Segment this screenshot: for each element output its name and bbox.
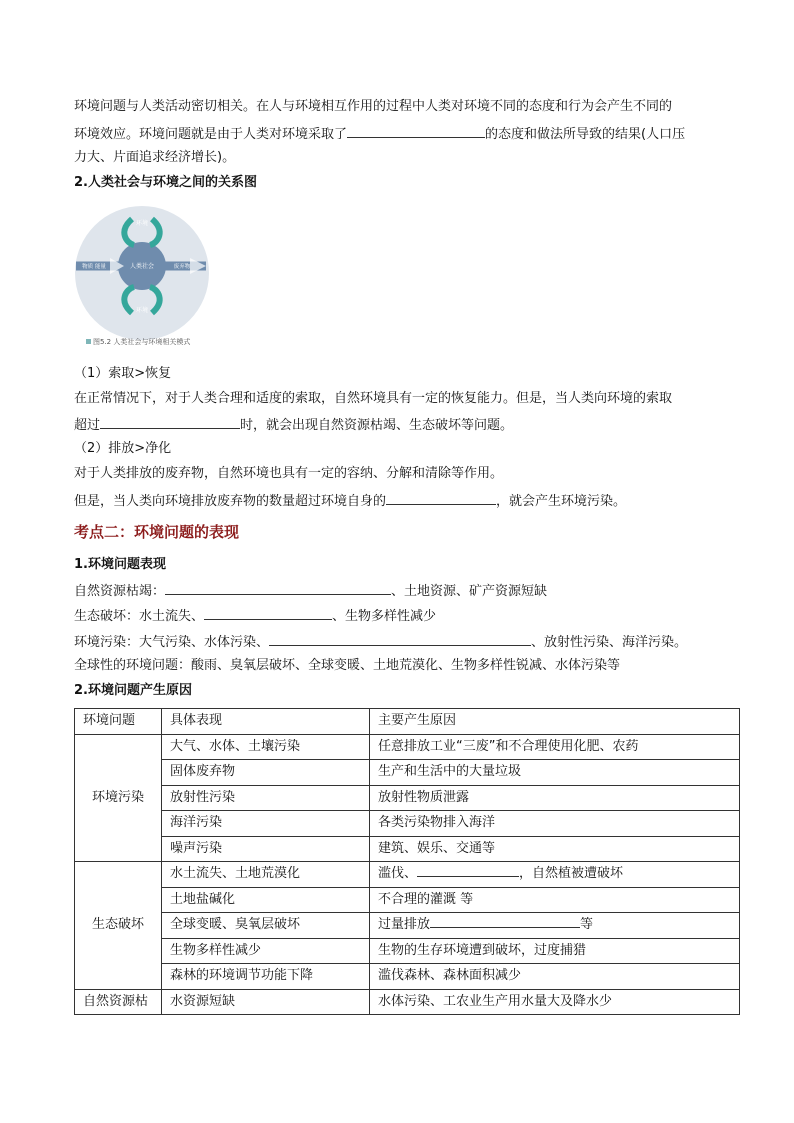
blank-deforest[interactable]: [417, 862, 519, 877]
relationship-diagram: [74, 205, 210, 341]
table-cell-text: ，自然植被遭破坏: [519, 866, 624, 882]
manifest-row-3a: 环境污染：大气污染、水体污染、: [74, 635, 270, 650]
blank-ecology[interactable]: [204, 605, 332, 620]
table-cell: [370, 913, 740, 939]
blank-pollution[interactable]: [269, 631, 531, 646]
table-cell: 水体污染、工农业生产用水量大及降水少: [370, 989, 740, 1015]
table-row: [75, 913, 740, 939]
table-cell: 全球变暖、臭氧层破坏: [162, 913, 370, 939]
table-row: [75, 938, 740, 964]
part1-heading: （1）索取>恢复: [74, 366, 172, 381]
table-row: [75, 760, 740, 786]
table-cell: 森林的环境调节功能下降: [162, 964, 370, 990]
table-row: [75, 964, 740, 990]
table-cell: 任意排放工业“三废”和不合理使用化肥、农药: [370, 734, 740, 760]
table-cell: 放射性物质泄露: [370, 785, 740, 811]
table-cell: 生产和生活中的大量垃圾: [370, 760, 740, 786]
caption-text: 图5.2 人类社会与环境相关模式: [93, 338, 191, 346]
manifest-row-2: [74, 605, 436, 627]
part2-heading: （2）排放>净化: [74, 441, 172, 456]
part2-line-1: 对于人类排放的废弃物，自然环境也具有一定的容纳、分解和清除等作用。: [74, 466, 504, 481]
part1-line-2b: 时，就会出现自然资源枯竭、生态破坏等问题。: [240, 418, 514, 433]
manifest-row-1: [74, 580, 547, 602]
part1-line-2a: 超过: [74, 418, 101, 433]
diagram-label-left: 物质 能量: [82, 264, 106, 270]
table-cell: 生物的生存环境遭到破坏，过度捕猎: [370, 938, 740, 964]
table-row: [75, 734, 740, 760]
table-cell-text: 等: [580, 917, 594, 933]
table-cell: 建筑、娱乐、交通等: [370, 836, 740, 862]
intro-line-1: 环境问题与人类活动密切相关。在人与环境相互作用的过程中人类对环境不同的态度和行为会产生不同的: [74, 99, 673, 114]
part2-line-2b: ，就会产生环境污染。: [496, 494, 627, 509]
manifest-row-1a: 自然资源枯竭：: [74, 584, 166, 599]
table-cell: 放射性污染: [162, 785, 370, 811]
blank-attitude[interactable]: [347, 123, 485, 138]
table-row: [75, 989, 740, 1015]
table-row: [75, 887, 740, 913]
intro-line-2b: 的态度和做法所导致的结果(人口压: [485, 127, 686, 142]
blank-capacity[interactable]: [386, 490, 496, 505]
diagram-label-center: 人类社会: [129, 263, 155, 270]
manifest-row-3b: 、放射性污染、海洋污染。: [531, 635, 688, 650]
intro-line-2: [74, 123, 685, 145]
causes-table: [74, 708, 740, 1015]
table-cell: 海洋污染: [162, 811, 370, 837]
intro-line-2a: 环境效应。环境问题就是由于人类对环境采取了: [74, 127, 348, 142]
blank-resource[interactable]: [165, 580, 391, 595]
table-cell: 大气、水体、土壤污染: [162, 734, 370, 760]
table-cell: 固体废弃物: [162, 760, 370, 786]
diagram-label-top: 环境: [135, 220, 149, 227]
table-cell-text: 滥伐、: [378, 866, 418, 882]
diagram-label-bottom: 环境: [135, 307, 149, 314]
table-header: 具体表现: [162, 709, 370, 735]
table-row: [75, 811, 740, 837]
manifest-row-2a: 生态破坏：水土流失、: [74, 609, 205, 624]
table-row: [75, 836, 740, 862]
blank-recovery[interactable]: [100, 414, 240, 429]
manifest-row-1b: 、土地资源、矿产资源短缺: [391, 584, 548, 599]
figure-caption: [86, 337, 190, 347]
table-cell: 噪声污染: [162, 836, 370, 862]
table-cell: 不合理的灌溉 等: [370, 887, 740, 913]
group-resources: 自然资源枯: [75, 989, 162, 1015]
part1-line-2: [74, 414, 513, 436]
table-cell: 生物多样性减少: [162, 938, 370, 964]
group-ecology: 生态破坏: [75, 862, 162, 990]
blank-emission[interactable]: [430, 913, 580, 928]
table-row: [75, 785, 740, 811]
part2-line-2a: 但是，当人类向环境排放废弃物的数量超过环境自身的: [74, 494, 387, 509]
table-row: [75, 862, 740, 888]
table-cell: 水资源短缺: [162, 989, 370, 1015]
subheading-causes: 2.环境问题产生原因: [74, 683, 192, 698]
subheading-relationship: 2.人类社会与环境之间的关系图: [74, 175, 257, 190]
intro-line-3: 力大、片面追求经济增长)。: [74, 150, 236, 165]
manifest-row-3: [74, 631, 687, 653]
table-cell: 各类污染物排入海洋: [370, 811, 740, 837]
table-header: 主要产生原因: [370, 709, 740, 735]
part2-line-2: [74, 490, 626, 512]
section-heading: 考点二：环境问题的表现: [74, 523, 240, 541]
group-pollution: 环境污染: [75, 734, 162, 862]
table-cell: 水土流失、土地荒漠化: [162, 862, 370, 888]
table-header-row: [75, 709, 740, 735]
manifest-row-4: 全球性的环境问题：酸雨、臭氧层破坏、全球变暖、土地荒漠化、生物多样性锐减、水体污染等: [74, 658, 621, 673]
table-cell: 滥伐森林、森林面积减少: [370, 964, 740, 990]
diagram-label-right: 废弃物: [173, 264, 191, 270]
caption-marker: [86, 339, 91, 344]
table-cell: 土地盐碱化: [162, 887, 370, 913]
part1-line-1: 在正常情况下，对于人类合理和适度的索取，自然环境具有一定的恢复能力。但是，当人类向环境的索取: [74, 391, 673, 406]
manifest-row-2b: 、生物多样性减少: [332, 609, 437, 624]
table-header: 环境问题: [75, 709, 162, 735]
subheading-manifestations: 1.环境问题表现: [74, 557, 166, 572]
table-cell: [370, 862, 740, 888]
table-cell-text: 过量排放: [378, 917, 431, 933]
